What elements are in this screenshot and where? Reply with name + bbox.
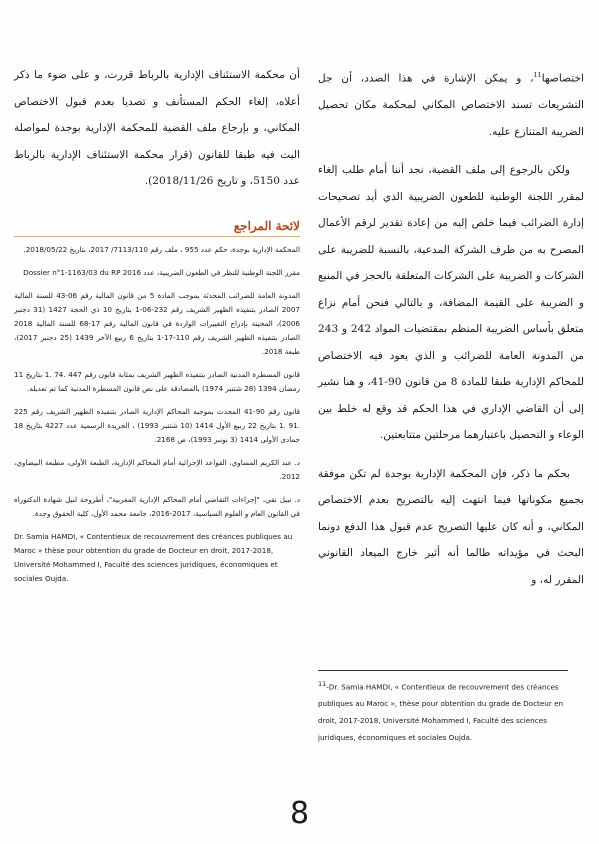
footnote-number: 11 [318,680,327,688]
reference-item: د. عبد الكريم المساوي، القواعد الإجرائية أمام المحاكم الإدارية، الطبعة الأولى، مطبعة البيضاوي، 2012. [14,457,300,481]
reference-item-french: Dr. Samia HAMDI, « Contentieux de recouvrement des créances publiques au Maroc » thèse pour obtention du grade de Docteur en droit, 2017-2018, Université Mohammed I, Faculté des sciences juridiques, économiques et sociales Oujda. [14,531,293,583]
reference-item: قانون المسطرة المدنية الصادر بتنفيذه الظهير الشريف بمثابة قانون رقم 447 .74 .1 بتاريخ 11 رمضان 1394 (28 شتنبر 1974) بالمصادقة على نص قانون المسطرة المدنية كما تم تعديله. [14,369,300,393]
reference-item: د. نبيل نقي، "إجراءات التقاضي أمام المحاكم الإدارية المغربية"، أطروحة لنيل شهادة الدكتوراه في القانون العام و العلوم السياسية، 2017-2016، جامعة محمد الأول، كلية الحقوق وجدة. [14,494,300,518]
footnote-reference[interactable]: 11 [533,71,542,79]
reference-item: المحكمة الإدارية بوجدة، حكم عدد 955 ، ملف رقم 7113/110/ 2017، بتاريخ 2018/05/22. [23,244,300,254]
paragraph-text: اختصاصها [541,72,584,85]
references-heading: لائحة المراجع [14,219,300,237]
reference-item: المدونة العامة للضرائب المحدثة بموجب المادة 5 من قانون المالية رقم 06-43 للسنة المالية 2007 الصادر بتنفيذه الظهير الشريف رقم 232-06-1 بتاريخ 10 ذي الحجة 1427 (31 دجنبر 2006)، المحينة بإدراج التغييرات الواردة في قانون المالية رقم 17-68 للسنة المالية 2018 الصادر بتنفيذه الظهير الشريف رقم 110-17-1 بتاريخ 6 ربيع الآخر 1439 (25 دجنبر 2017)، طبعة 2018. [14,290,301,356]
paragraph: ولكن بالرجوع إلى ملف القضية، نجد أننا أمام طلب إلغاء لمقرر اللجنة الوطنية للطعون الضريبية الذي أيد تصحيحات إدارة الضرائب فيما خلص إليه من إعادة تقدير لرقم الأعمال المصرح به من طرف الشركة المدعية، بالنسبة للضريبة على الشركات و الضريبة على الشركات المتعلقة بالحجز في المنبع و الضريبة على القيمة المضافة، و بالتالي فنحن أمام نزاع متعلق بأساس الضريبة المنظم بمقتضيات المواد 242 و 243 من المدونة العامة للضرائب و الذي يعود فيه الاختصاص للمحاكم الإدارية طبقا للمادة 8 من قانون 90-41، و هنا نشير إلى أن القاضي الإداري في هذا الحكم قد وقع له خلط بين الوعاء و التحصيل باعتبارهما مرحلتين متتابعتين. [318,164,585,442]
footnote-text: -Dr. Samia HAMDI, « Contentieux de recouvrement des créances publiques au Maroc », thèse pour obtention du grade de Docteur en droit, 2017-2018, Université Mohammed I, Faculté des sciences juridiques, économiques et sociales Oujda. [318,682,564,743]
reference-item: مقرر اللجنة الوطنية للنظر في الطعون الضريبية، عدد 2016 Dossier n°1-1163/03 du RP [23,267,300,277]
footnote [318,676,568,746]
left-column [14,62,300,595]
footnote-divider [318,670,568,671]
paragraph [318,62,584,145]
reference-item: قانون رقم 90-41 المحدث بموجبه المحاكم الإدارية الصادر بتنفيذه الظهير الشريف رقم 225 .91 .1 بتاريخ 22 ربيع الأول 1414 (10 شتنبر 1993) ، الجريدة الرسمية عدد 4227 بتاريخ 18 جمادى الأولى 1414 (3 نونبر 1993)، ص 2168. [14,406,300,444]
page-number: 8 [289,796,310,831]
paragraph: أن محكمة الاستئناف الإدارية بالرباط قررت، و على ضوء ما ذكر أعلاه، إلغاء الحكم المستأنف و تصديا بعدم قبول الاختصاص المكاني، و بإرجاع ملف القضية للمحكمة الإدارية بوجدة لمواصلة البت فيه طبقا للقانون (قرار محكمة الاستئناف الإدارية بالرباط عدد 5150، و تاريخ 2018/11/26). [14,69,300,187]
paragraph: بحكم ما ذكر، فإن المحكمة الإدارية بوجدة لم تكن موفقة بجميع مكوناتها فيما انتهت إليه بالتصريح بعدم الاختصاص المكاني، و أنه كان عليها التصريح عدم قبول هذا الدفع دونما البحث في مؤيداته طالما أنه أثير خارج الميعاد القانوني المقرر له، و [318,467,584,586]
paragraph-text: ، و يمكن الإشارة في هذا الصدد، أن جل التشريعات تسند الاختصاص المكاني لمحكمة مكان تحصيل الضريبة المتنازع عليه. [318,72,584,138]
right-column [318,62,584,593]
